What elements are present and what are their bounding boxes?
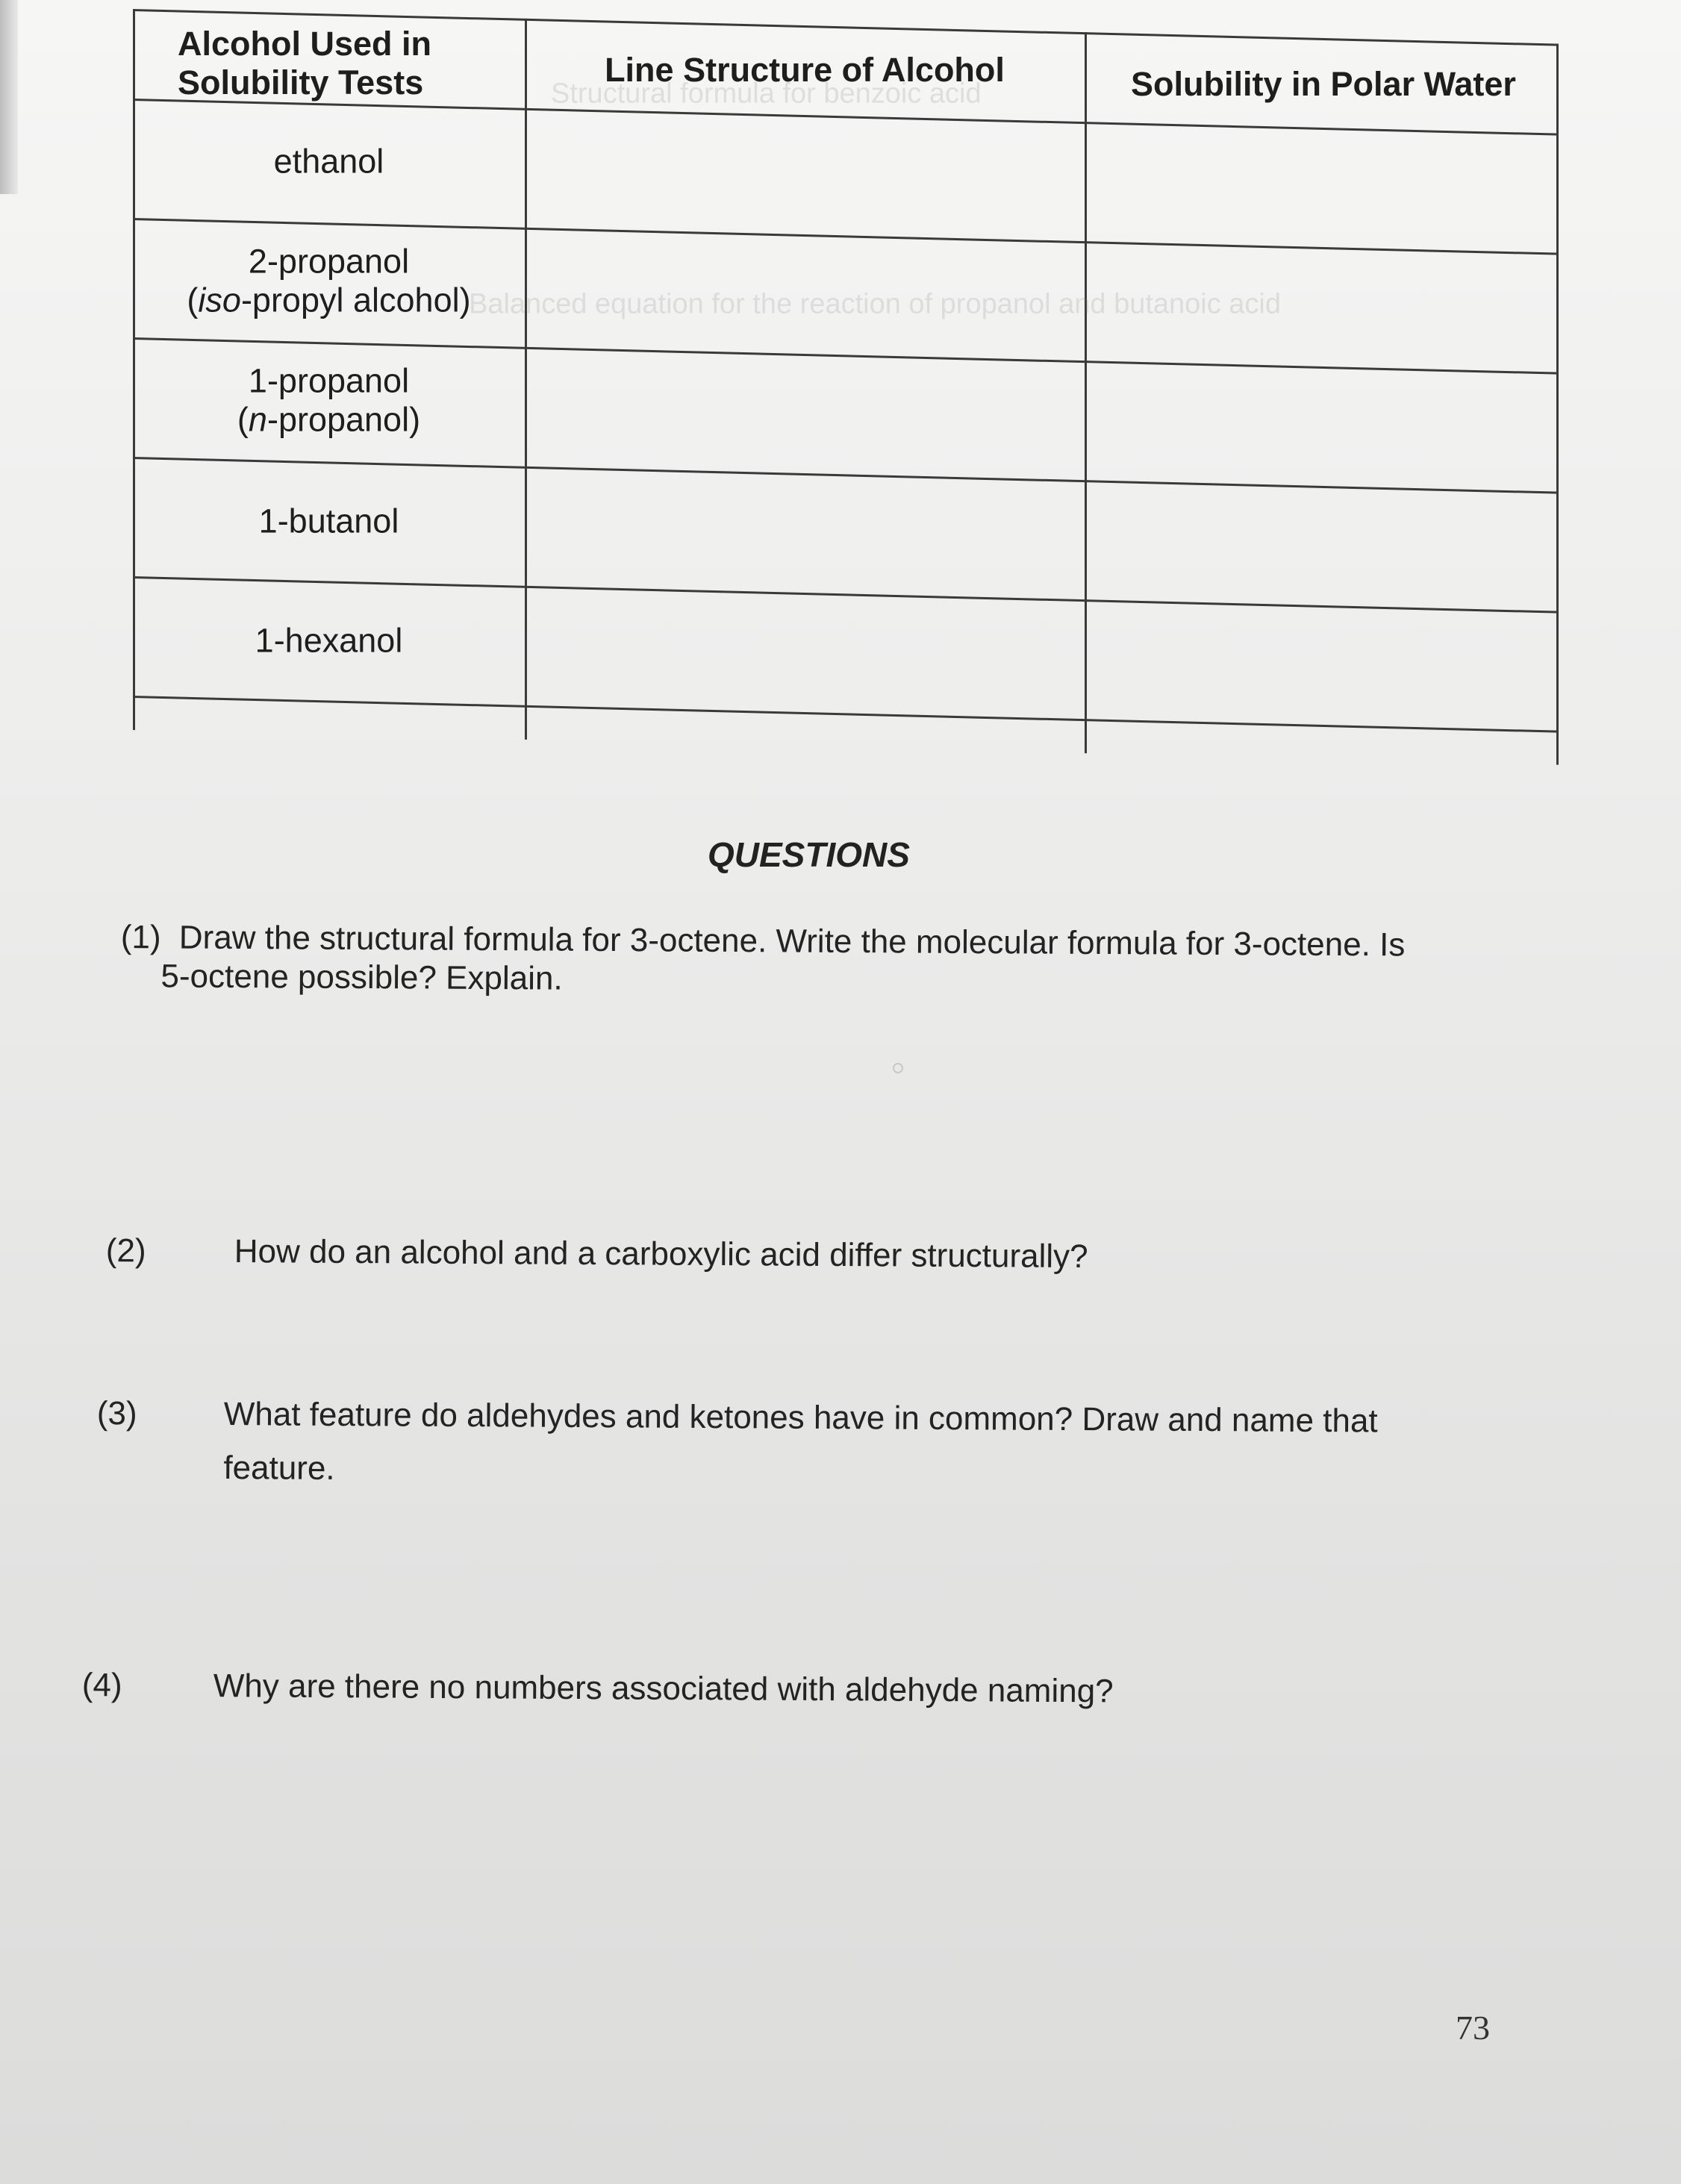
header-alcohol-used-line2: Solubility Tests bbox=[178, 63, 424, 102]
question-number: (1) bbox=[120, 919, 161, 956]
table-column-divider bbox=[1085, 32, 1087, 753]
alcohol-name: 2-propanol bbox=[248, 242, 410, 281]
question-text-line: What feature do aldehydes and ketones have in common? Draw and name that bbox=[223, 1396, 1378, 1440]
alcohol-name: 1-hexanol bbox=[255, 621, 403, 660]
bleed-through-text: Balanced equation for the reaction of propanol and butanoic acid bbox=[469, 288, 1282, 320]
question-number: (4) bbox=[81, 1667, 122, 1704]
header-alcohol-used-line1: Alcohol Used in bbox=[178, 25, 432, 63]
table-row-divider bbox=[133, 576, 1559, 614]
table-row-alcohol-name bbox=[133, 361, 525, 439]
table-row-alcohol-name bbox=[133, 142, 525, 181]
alcohol-common-name: (n-propanol) bbox=[237, 400, 421, 439]
header-line-structure: Line Structure of Alcohol bbox=[605, 50, 1005, 89]
table-border-right bbox=[1556, 44, 1559, 765]
question-number: (2) bbox=[105, 1232, 146, 1270]
table-row-alcohol-name bbox=[133, 242, 525, 319]
alcohol-name: ethanol bbox=[273, 142, 384, 181]
question-4 bbox=[81, 1666, 1493, 1710]
table-row-alcohol-name bbox=[133, 502, 525, 540]
alcohol-common-name: (iso-propyl alcohol) bbox=[187, 281, 471, 319]
alcohol-name: 1-butanol bbox=[258, 502, 399, 540]
table-row-divider bbox=[133, 457, 1559, 494]
solubility-table bbox=[133, 9, 1559, 765]
question-3 bbox=[96, 1394, 1508, 1487]
paper-speck bbox=[893, 1063, 903, 1073]
header-solubility: Solubility in Polar Water bbox=[1131, 64, 1516, 103]
question-text: Why are there no numbers associated with aldehyde naming? bbox=[213, 1667, 1114, 1710]
question-1 bbox=[120, 918, 1502, 1004]
question-text-continued: 5-octene possible? Explain. bbox=[160, 958, 563, 997]
table-column-divider bbox=[525, 19, 527, 740]
question-number: (3) bbox=[96, 1395, 137, 1432]
question-text: How do an alcohol and a carboxylic acid differ structurally? bbox=[234, 1233, 1088, 1276]
table-border-bottom bbox=[133, 696, 1559, 733]
table-row-alcohol-name bbox=[133, 621, 525, 660]
question-text-line: feature. bbox=[223, 1450, 335, 1487]
questions-heading: QUESTIONS bbox=[708, 835, 910, 874]
header-alcohol-used bbox=[178, 25, 521, 102]
question-text bbox=[223, 1388, 1508, 1503]
bleed-through-text: Structural formula for benzoic acid bbox=[551, 78, 982, 110]
page-number: 73 bbox=[1456, 2009, 1490, 2047]
question-text: Draw the structural formula for 3-octene. Write the molecular formula for 3-octene. Is bbox=[178, 919, 1406, 964]
question-2 bbox=[105, 1232, 1494, 1276]
alcohol-name: 1-propanol bbox=[248, 361, 410, 400]
